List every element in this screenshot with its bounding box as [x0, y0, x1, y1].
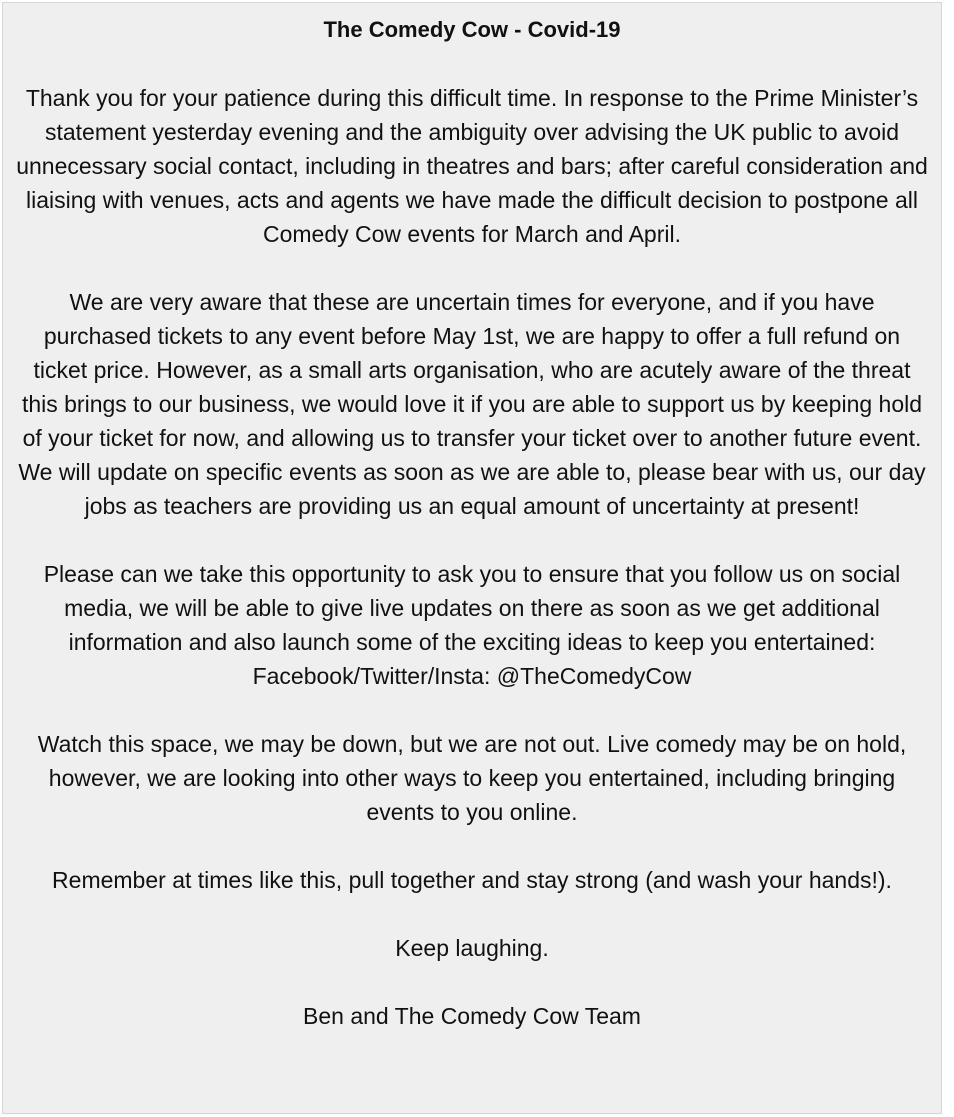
- notice-paragraph-keep-laughing: Keep laughing.: [395, 935, 549, 961]
- notice-paragraph-intro: Thank you for your patience during this difficult time. In response to the Prime Minister’s statement yesterday evening and the ambiguity over advising the UK public to avoid unnecessary social contact, including in theatres and bars; after careful consideration and liaising with venues, acts and agents we have made the difficult decision to postpone all Comedy Cow events for March and April.: [16, 85, 928, 247]
- notice-paragraph-watch: Watch this space, we may be down, but we are not out. Live comedy may be on hold, however, we are looking into other ways to keep you entertained, including bringing events to you online.: [37, 731, 907, 825]
- notice-signature: Ben and The Comedy Cow Team: [303, 1003, 641, 1029]
- notice-paragraph-social: Please can we take this opportunity to ask you to ensure that you follow us on social media, we will be able to give live updates on there as soon as we get additional information and also launch some of the exciting ideas to keep you entertained: Facebook/Twitter/Insta: @TheComedyCow: [43, 561, 901, 689]
- notice-title: The Comedy Cow - Covid-19: [323, 17, 621, 42]
- covid-notice: [2, 2, 942, 1114]
- notice-paragraph-remember: Remember at times like this, pull together and stay strong (and wash your hands!).: [52, 867, 892, 893]
- notice-paragraph-refund: We are very aware that these are uncertain times for everyone, and if you have purchased tickets to any event before May 1st, we are happy to offer a full refund on ticket price. However, as a small arts organisation, who are acutely aware of the threat this brings to our business, we would love it if you are able to support us by keeping hold of your ticket for now, and allowing us to transfer your ticket over to another future event. We will update on specific events as soon as we are able to, please bear with us, our day jobs as teachers are providing us an equal amount of uncertainty at present!: [18, 289, 926, 519]
